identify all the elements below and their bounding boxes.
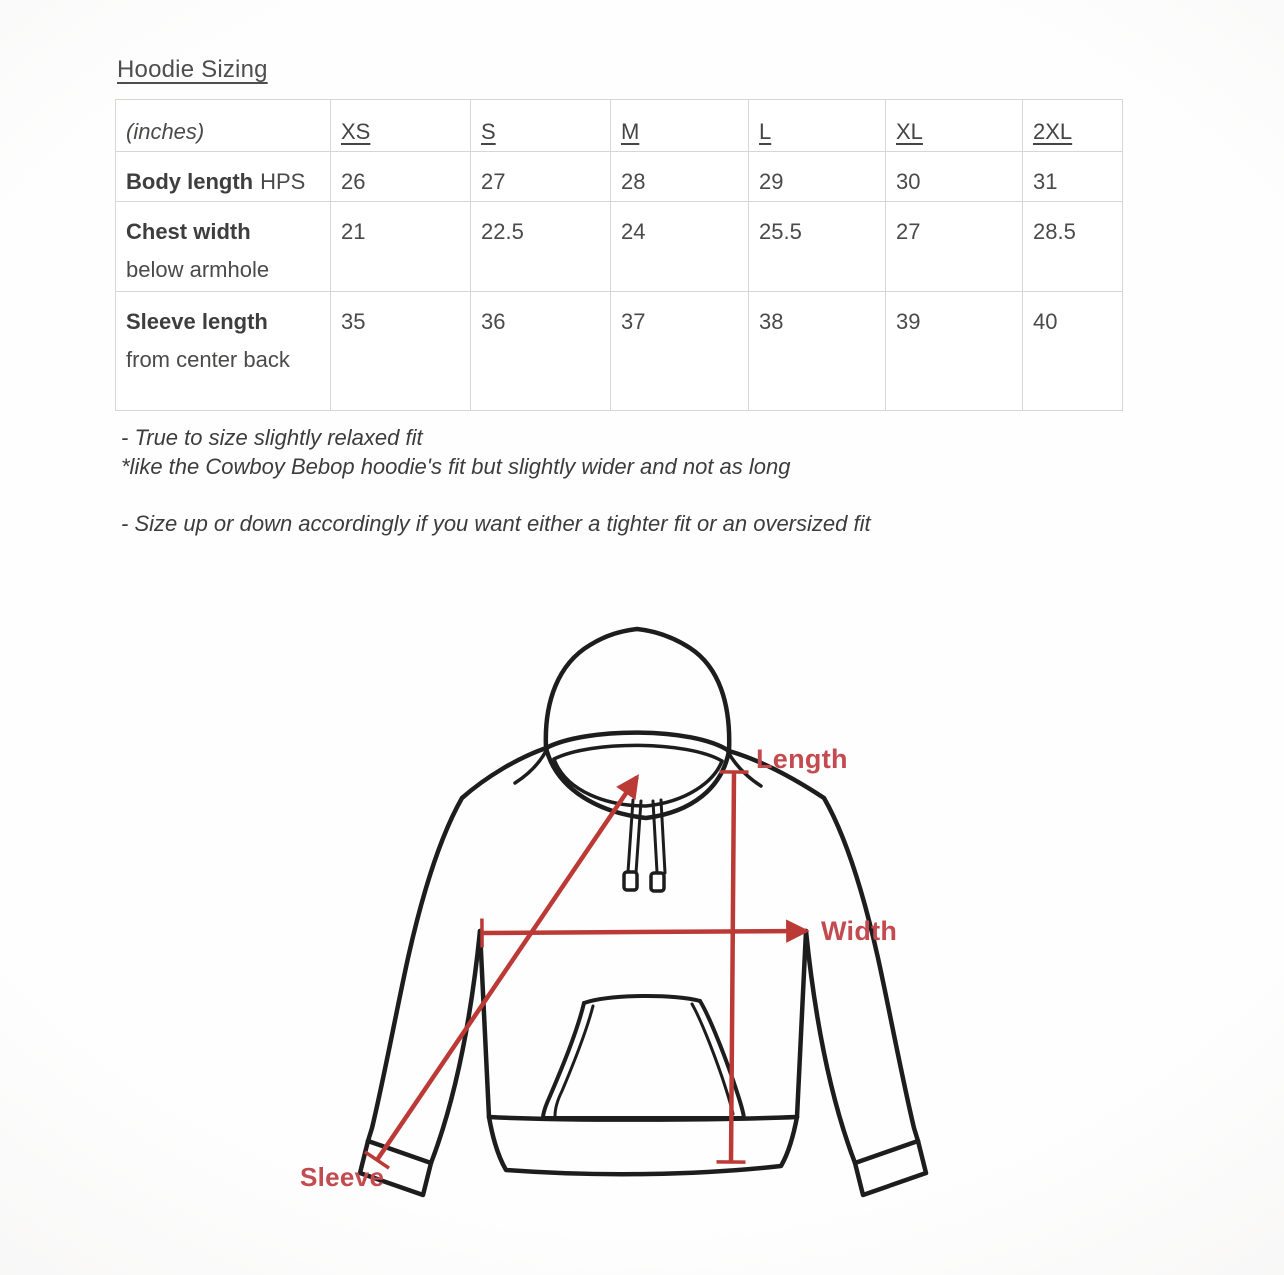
size-value: 28 <box>611 152 749 202</box>
sleeve-measure-line <box>377 777 637 1160</box>
size-value: 37 <box>611 292 749 411</box>
left-body-seam <box>480 931 489 1117</box>
note-fit: - True to size slightly relaxed fit <box>121 425 423 450</box>
aglet-left <box>624 872 637 890</box>
col-header-s: S <box>481 119 496 144</box>
size-value: 26 <box>331 152 471 202</box>
size-value: 29 <box>749 152 886 202</box>
note-size-advice: - Size up or down accordingly if you want either a tighter fit or an oversized fit <box>121 511 871 536</box>
size-value: 31 <box>1023 152 1123 202</box>
right-body-seam <box>797 931 806 1117</box>
size-value: 30 <box>886 152 1023 202</box>
col-header-l: L <box>759 119 772 144</box>
width-measure-line <box>482 931 806 933</box>
hood-brim-top <box>546 733 729 751</box>
hoodie-outline <box>360 629 926 1195</box>
length-measure-line <box>731 772 734 1162</box>
size-value: 25.5 <box>749 202 886 292</box>
size-value: 28.5 <box>1023 202 1123 292</box>
col-header-m: M <box>621 119 640 144</box>
row-label: Chest width below armhole <box>116 202 331 292</box>
kangaroo-pocket <box>543 996 744 1118</box>
sleeve-label: Sleeve <box>300 1162 385 1192</box>
size-value: 35 <box>331 292 471 411</box>
size-value: 39 <box>886 292 1023 411</box>
aglet-right <box>651 873 664 891</box>
width-label: Width <box>821 916 898 946</box>
size-value: 22.5 <box>471 202 611 292</box>
col-header-xl: XL <box>896 119 923 144</box>
col-header-2xl: 2XL <box>1033 119 1073 144</box>
right-cuff-seam <box>855 1141 918 1163</box>
size-value: 38 <box>749 292 886 411</box>
size-value: 21 <box>331 202 471 292</box>
length-label: Length <box>756 744 848 774</box>
row-label: Sleeve length from center back <box>116 292 331 411</box>
col-header-xs: XS <box>341 119 371 144</box>
hem-band <box>489 1117 797 1174</box>
size-value: 27 <box>471 152 611 202</box>
note-comparison: *like the Cowboy Bebop hoodie's fit but slightly wider and not as long <box>121 454 791 479</box>
hood-brim-top-inner <box>554 745 722 761</box>
size-value: 27 <box>886 202 1023 292</box>
size-value: 24 <box>611 202 749 292</box>
size-value: 40 <box>1023 292 1123 411</box>
page-title: Hoodie Sizing <box>117 56 268 83</box>
row-label: Body length HPS <box>116 152 331 202</box>
right-sleeve-inner <box>806 931 855 1163</box>
unit-label: (inches) <box>116 100 331 152</box>
size-value: 36 <box>471 292 611 411</box>
